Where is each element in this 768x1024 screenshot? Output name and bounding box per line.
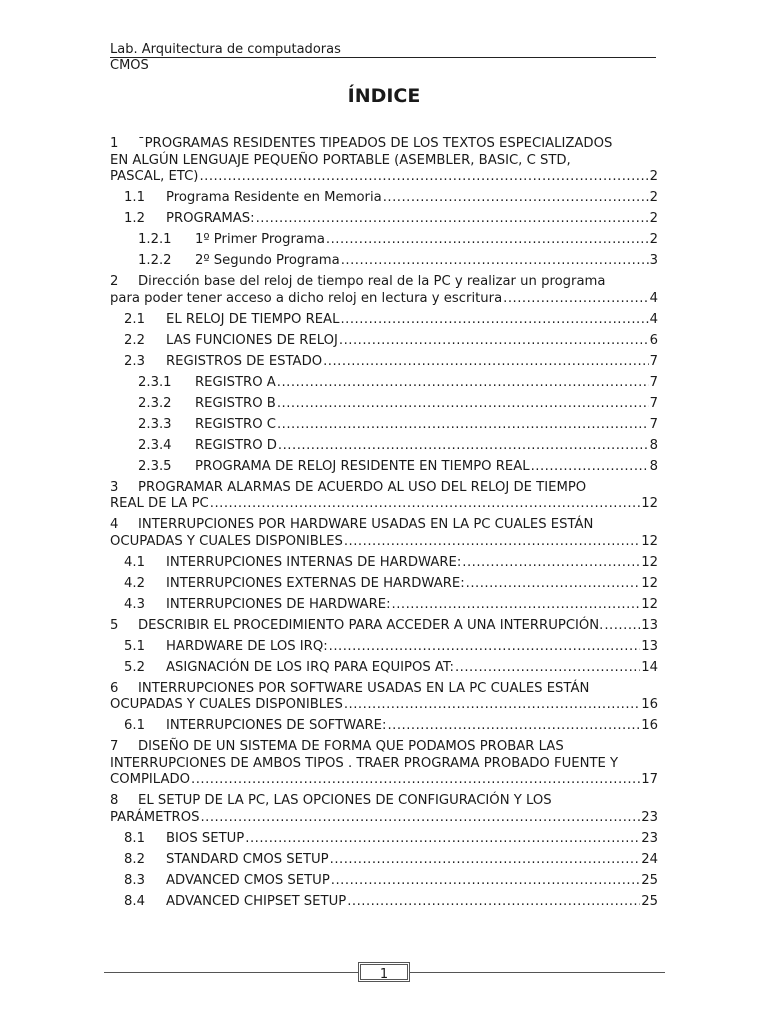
- toc-entry-title: INTERRUPCIONES INTERNAS DE HARDWARE:: [166, 554, 462, 570]
- toc-entry-page: 12: [641, 554, 658, 570]
- footer-page-number: 1: [358, 962, 410, 982]
- toc-entry[interactable]: [110, 618, 658, 635]
- toc-entry[interactable]: [110, 354, 658, 371]
- toc-entry[interactable]: [110, 333, 658, 350]
- toc-entry-title-line: INTERRUPCIONES POR SOFTWARE USADAS EN LA PC CUALES ESTÁN: [138, 680, 590, 696]
- toc-entry[interactable]: [110, 253, 658, 270]
- toc-entry-page: 25: [641, 872, 658, 888]
- toc-entry-title-line: EL SETUP DE LA PC, LAS OPCIONES DE CONFIGURACIÓN Y LOS: [138, 793, 552, 808]
- dot-leader: [604, 618, 640, 635]
- toc-entry[interactable]: [110, 873, 658, 890]
- toc-entry-number: 2.3.3: [138, 416, 172, 432]
- toc-entry-page: 2: [649, 169, 658, 184]
- toc-entry-number: 5.1: [124, 638, 145, 654]
- toc-entry-title: DESCRIBIR EL PROCEDIMIENTO PARA ACCEDER A UNA INTERRUPCIÓN.: [138, 617, 604, 633]
- toc-entry[interactable]: [110, 639, 658, 656]
- toc-entry-number: 1: [110, 136, 119, 151]
- dot-leader: [329, 639, 641, 656]
- dot-leader: [200, 810, 640, 827]
- toc-entry-page: 16: [641, 697, 658, 712]
- toc-entry[interactable]: [110, 232, 658, 249]
- toc-entry-number: 2.3.1: [138, 374, 172, 390]
- toc-entry[interactable]: [110, 660, 658, 677]
- dot-leader: [210, 496, 640, 513]
- toc-entry-number: 2.3.5: [138, 458, 172, 474]
- toc-entry-page: 23: [641, 809, 658, 825]
- toc-entry-title-line: PASCAL, ETC): [110, 169, 199, 184]
- dot-leader: [339, 333, 649, 350]
- toc-entry-number: 4.2: [124, 575, 145, 591]
- toc-entry-title: ADVANCED CHIPSET SETUP: [166, 893, 347, 909]
- toc-entry-title: 1º Primer Programa: [195, 232, 325, 247]
- dot-leader: [191, 772, 640, 789]
- toc-entry-title: REGISTRO B: [195, 395, 276, 411]
- toc-entry-number: 1.2: [124, 211, 145, 226]
- toc-entry-page: 25: [641, 893, 658, 909]
- toc-entry-number: 1.2.1: [138, 232, 172, 247]
- toc-entry-page: 7: [649, 395, 658, 411]
- toc-entry-title: PROGRAMA DE RELOJ RESIDENTE EN TIEMPO REAL: [195, 458, 530, 474]
- toc-entry[interactable]: [110, 190, 658, 207]
- toc-entry-title-line: EN ALGÚN LENGUAJE PEQUEÑO PORTABLE (ASEMBLER, BASIC, C STD,: [110, 152, 571, 168]
- toc-entry-title-line: INTERRUPCIONES DE AMBOS TIPOS . TRAER PROGRAMA PROBADO FUENTE Y: [110, 755, 619, 771]
- toc-entry-number: 8.1: [124, 830, 145, 846]
- page-header: [110, 42, 656, 73]
- toc-entry-page: 13: [641, 638, 658, 654]
- toc-entry-title-line: para poder tener acceso a dicho reloj en lectura y escritura: [110, 290, 503, 306]
- toc-entry-page: 23: [641, 830, 658, 846]
- toc-entry-title: ASIGNACIÓN DE LOS IRQ PARA EQUIPOS AT:: [166, 659, 454, 675]
- toc-entry[interactable]: [110, 852, 658, 869]
- toc-entry-number: 8.3: [124, 872, 145, 888]
- toc-entry[interactable]: [110, 831, 658, 848]
- toc-entry[interactable]: [110, 576, 658, 593]
- toc-entry[interactable]: [110, 274, 658, 307]
- toc-entry-page: 2: [649, 211, 658, 226]
- toc-entry-page: 3: [649, 253, 658, 268]
- toc-entry-page: 24: [641, 851, 658, 867]
- toc-entry-title: BIOS SETUP: [166, 830, 245, 846]
- dot-leader: [245, 831, 640, 848]
- toc-entry[interactable]: [110, 739, 658, 789]
- toc-entry-title: INTERRUPCIONES EXTERNAS DE HARDWARE:: [166, 575, 465, 591]
- toc-entry[interactable]: [110, 312, 658, 329]
- toc-entry-page: 7: [649, 353, 658, 369]
- toc-entry-number: 7: [110, 739, 119, 754]
- toc-entry[interactable]: [110, 396, 658, 413]
- toc-entry-title-line: Dirección base del reloj de tiempo real de la PC y realizar un programa: [138, 274, 606, 289]
- toc-entry-title-line: PROGRAMAR ALARMAS DE ACUERDO AL USO DEL RELOJ DE TIEMPO: [138, 479, 587, 495]
- toc-entry-number: 3: [110, 479, 119, 495]
- toc-entry-title: ADVANCED CMOS SETUP: [166, 872, 330, 888]
- toc-entry-title: REGISTRO C: [195, 416, 276, 432]
- toc-entry-title: Programa Residente en Memoria: [166, 190, 382, 205]
- toc-entry-title: REGISTRO D: [195, 437, 277, 453]
- toc-entry-title: PROGRAMAS:: [166, 211, 255, 226]
- toc-entry-number: 8: [110, 793, 119, 808]
- dot-leader: [392, 597, 641, 614]
- dot-leader: [383, 190, 649, 207]
- table-of-contents: [110, 136, 658, 915]
- dot-leader: [503, 291, 648, 308]
- dot-leader: [323, 354, 649, 371]
- toc-entry-title-line: OCUPADAS Y CUALES DISPONIBLES: [110, 697, 343, 712]
- toc-entry-title: REGISTRO A: [195, 374, 276, 390]
- toc-entry-number: 5.2: [124, 659, 145, 675]
- toc-entry[interactable]: [110, 136, 658, 186]
- dot-leader: [344, 534, 640, 551]
- dot-leader: [466, 576, 641, 593]
- toc-entry-number: 5: [110, 617, 119, 633]
- toc-entry-number: 2.3: [124, 353, 145, 369]
- toc-entry-number: 1.2.2: [138, 253, 172, 268]
- toc-entry-number: 6.1: [124, 718, 145, 733]
- toc-entry[interactable]: [110, 459, 658, 476]
- toc-entry-number: 4.1: [124, 554, 145, 570]
- toc-entry-page: 17: [641, 772, 658, 787]
- toc-entry-title-line: DISEÑO DE UN SISTEMA DE FORMA QUE PODAMOS PROBAR LAS: [138, 739, 564, 754]
- toc-entry[interactable]: [110, 438, 658, 455]
- toc-entry[interactable]: [110, 597, 658, 614]
- dot-leader: [326, 232, 649, 249]
- toc-entry-title: LAS FUNCIONES DE RELOJ: [166, 332, 338, 348]
- toc-entry[interactable]: [110, 555, 658, 572]
- dot-leader: [344, 697, 640, 714]
- toc-entry-number: 6: [110, 680, 119, 696]
- toc-entry[interactable]: [110, 718, 658, 735]
- toc-entry[interactable]: [110, 793, 658, 826]
- toc-entry-title: INTERRUPCIONES DE HARDWARE:: [166, 596, 391, 612]
- toc-entry-page: 13: [641, 617, 658, 633]
- toc-entry-page: 16: [641, 718, 658, 733]
- toc-entry-page: 8: [649, 437, 658, 453]
- toc-entry-page: 7: [649, 416, 658, 432]
- toc-entry[interactable]: [110, 681, 658, 714]
- toc-entry-page: 2: [649, 232, 658, 247]
- toc-entry-title-line: COMPILADO: [110, 772, 191, 787]
- toc-entry-number: 8.4: [124, 893, 145, 909]
- toc-entry-number: 2.3.2: [138, 395, 172, 411]
- toc-entry-number: 2: [110, 274, 119, 289]
- dot-leader: [330, 852, 641, 869]
- toc-entry-number: 1.1: [124, 190, 145, 205]
- toc-entry-number: 2.1: [124, 311, 145, 327]
- toc-entry-number: 4.3: [124, 596, 145, 612]
- toc-entry-page: 4: [649, 311, 658, 327]
- toc-entry[interactable]: [110, 375, 658, 392]
- toc-entry-title-line: PARÁMETROS: [110, 809, 200, 825]
- toc-entry-title: 2º Segundo Programa: [195, 253, 340, 268]
- dot-leader: [347, 894, 640, 911]
- toc-entry-title: EL RELOJ DE TIEMPO REAL: [166, 311, 340, 327]
- toc-entry-page: 2: [649, 190, 658, 205]
- toc-entry-title: INTERRUPCIONES DE SOFTWARE:: [166, 718, 387, 733]
- toc-entry-number: 2.2: [124, 332, 145, 348]
- toc-entry-page: 14: [641, 659, 658, 675]
- page-title: ÍNDICE: [347, 85, 421, 107]
- toc-entry[interactable]: [110, 211, 658, 228]
- dot-leader: [331, 873, 640, 890]
- toc-entry-page: 12: [641, 596, 658, 612]
- toc-entry-title-line: INTERRUPCIONES POR HARDWARE USADAS EN LA PC CUALES ESTÁN: [138, 517, 594, 532]
- dot-leader: [277, 417, 649, 434]
- dot-leader: [387, 718, 640, 735]
- toc-entry-page: 12: [641, 533, 658, 549]
- dot-leader: [341, 253, 649, 270]
- toc-entry-title-line: OCUPADAS Y CUALES DISPONIBLES: [110, 533, 343, 549]
- dot-leader: [531, 459, 649, 476]
- toc-entry-title: STANDARD CMOS SETUP: [166, 851, 329, 867]
- toc-entry-page: 6: [649, 332, 658, 348]
- toc-entry-number: 8.2: [124, 851, 145, 867]
- toc-entry-title-line: ¯PROGRAMAS RESIDENTES TIPEADOS DE LOS TEXTOS ESPECIALIZADOS: [138, 136, 613, 151]
- dot-leader: [462, 555, 640, 572]
- toc-entry-page: 7: [649, 374, 658, 390]
- toc-entry-title-line: REAL DE LA PC: [110, 496, 209, 511]
- header-subject: CMOS: [110, 58, 149, 73]
- toc-entry-title: REGISTROS DE ESTADO: [166, 353, 323, 369]
- dot-leader: [340, 312, 648, 329]
- dot-leader: [277, 375, 649, 392]
- toc-entry[interactable]: [110, 480, 658, 513]
- dot-leader: [256, 211, 649, 228]
- header-course-title: Lab. Arquitectura de computadoras: [110, 42, 656, 58]
- dot-leader: [278, 438, 649, 455]
- toc-entry-number: 2.3.4: [138, 437, 172, 453]
- toc-entry-page: 4: [649, 290, 658, 306]
- toc-entry-title: HARDWARE DE LOS IRQ:: [166, 638, 328, 654]
- toc-entry-page: 12: [641, 575, 658, 591]
- toc-entry-page: 12: [641, 496, 658, 511]
- dot-leader: [199, 169, 648, 186]
- toc-entry[interactable]: [110, 894, 658, 911]
- toc-entry-number: 4: [110, 517, 119, 532]
- toc-entry[interactable]: [110, 417, 658, 434]
- toc-entry[interactable]: [110, 517, 658, 550]
- dot-leader: [277, 396, 649, 413]
- toc-entry-page: 8: [649, 458, 658, 474]
- dot-leader: [455, 660, 640, 677]
